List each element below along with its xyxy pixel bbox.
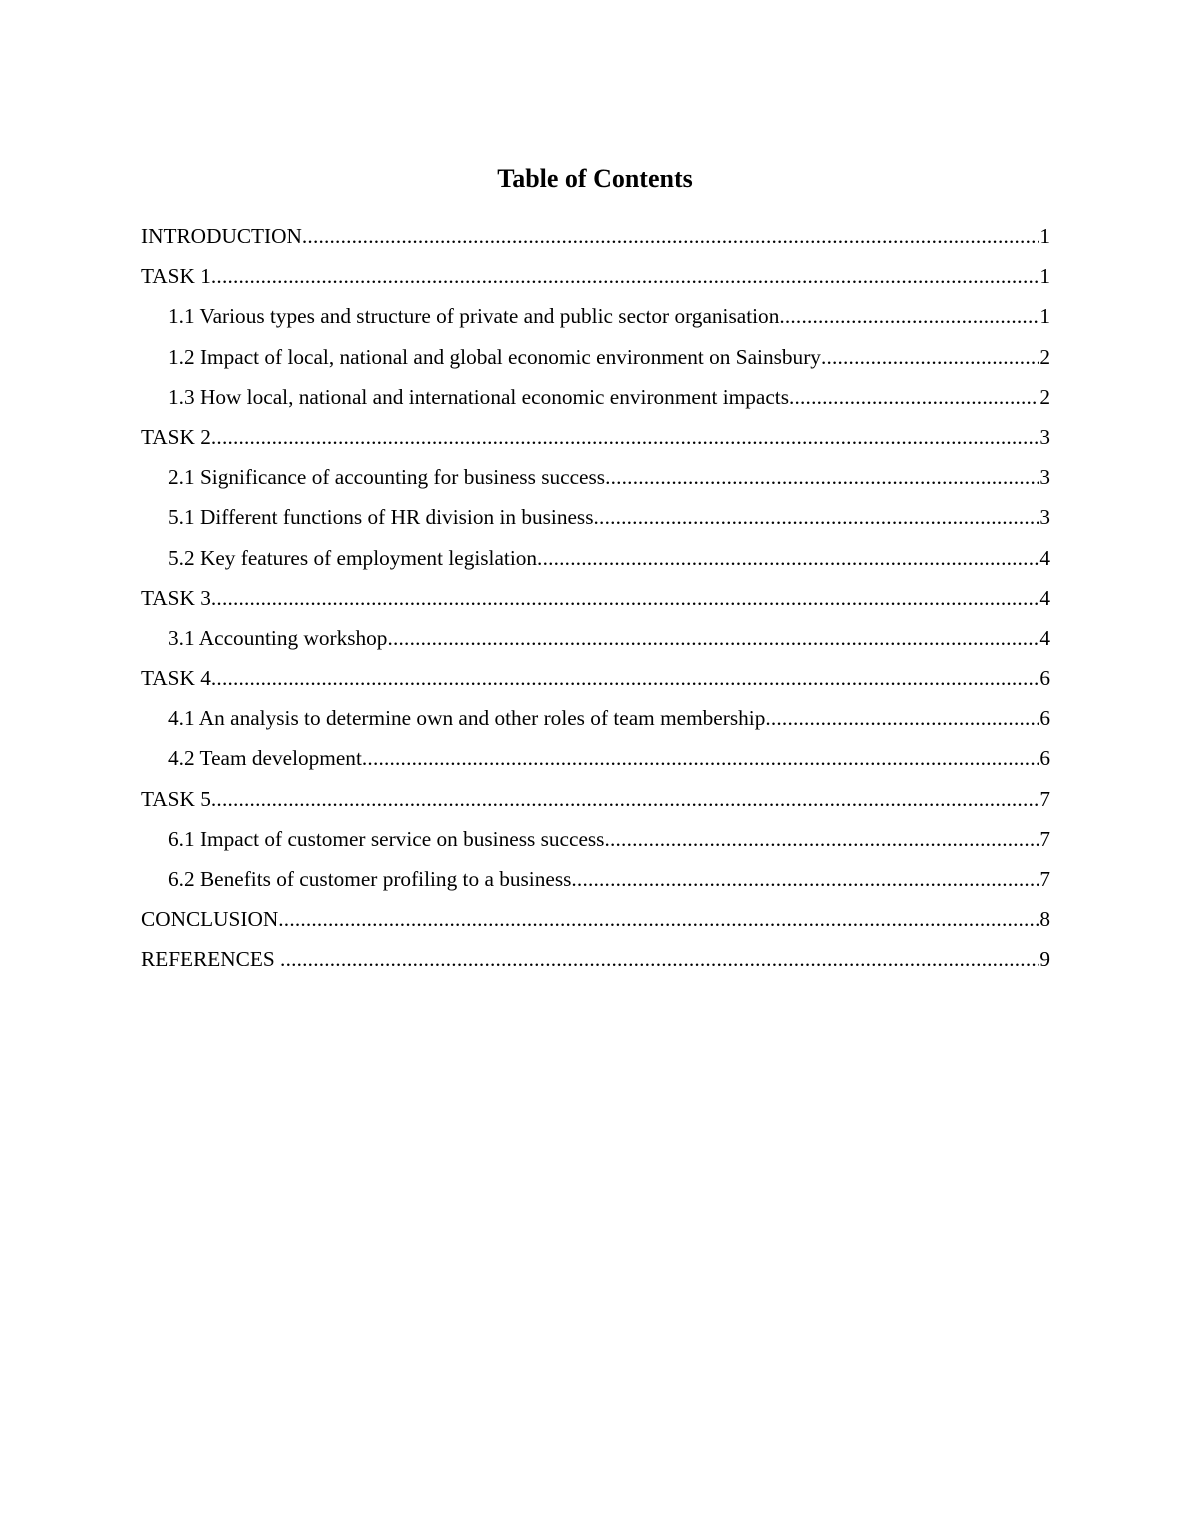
toc-dot-leader <box>821 341 1039 373</box>
toc-entry-task-4[interactable] <box>141 662 1050 702</box>
toc-dot-leader <box>362 742 1039 774</box>
toc-page-number: 6 <box>1039 706 1050 731</box>
toc-page-number: 8 <box>1039 907 1050 932</box>
toc-entry-introduction[interactable] <box>141 220 1050 260</box>
toc-dot-leader <box>571 863 1039 895</box>
toc-dot-leader <box>280 943 1039 975</box>
toc-page-number: 9 <box>1039 947 1050 972</box>
toc-page-number: 4 <box>1039 625 1050 650</box>
toc-entry-task-2[interactable] <box>141 421 1050 461</box>
toc-entry-text: 2.1 Significance of accounting for business success <box>168 465 606 490</box>
toc-dot-leader <box>211 260 1039 292</box>
toc-entry-text: 3.1 Accounting workshop <box>168 625 388 650</box>
toc-entry-text: TASK 5 <box>141 786 211 811</box>
toc-entry-text: INTRODUCTION <box>141 224 302 248</box>
toc-entry-text: 4.1 An analysis to determine own and other roles of team membership <box>168 706 766 731</box>
toc-page-number: 2 <box>1039 384 1050 409</box>
toc-dot-leader <box>211 783 1039 815</box>
toc-entry-task-3[interactable] <box>141 582 1050 622</box>
toc-entry-text: 6.1 Impact of customer service on business success <box>168 826 605 851</box>
toc-entry-text: 4.2 Team development <box>168 746 362 771</box>
toc-entry-text: 1.2 Impact of local, national and global economic environment on Sainsbury <box>168 344 821 369</box>
toc-dot-leader <box>211 662 1039 694</box>
toc-page-number: 7 <box>1039 786 1050 811</box>
toc-dot-leader <box>789 381 1039 413</box>
toc-entry-6-1[interactable] <box>141 823 1050 863</box>
toc-entry-1-3[interactable] <box>141 381 1050 421</box>
toc-dot-leader <box>302 220 1039 252</box>
toc-title: Table of Contents <box>497 164 693 193</box>
toc-entry-text: TASK 1 <box>141 264 211 289</box>
toc-dot-leader <box>605 461 1039 493</box>
toc-entry-4-1[interactable] <box>141 702 1050 742</box>
toc-entry-text: REFERENCES <box>141 947 281 972</box>
toc-dot-leader <box>779 300 1039 332</box>
toc-entry-text: TASK 3 <box>141 585 211 610</box>
toc-page-number: 4 <box>1039 585 1050 610</box>
toc-entry-text: 6.2 Benefits of customer profiling to a business <box>168 867 572 891</box>
toc-dot-leader <box>594 501 1040 533</box>
toc-page-number: 1 <box>1039 224 1050 248</box>
toc-dot-leader <box>604 823 1039 855</box>
toc-entry-text: CONCLUSION <box>141 907 279 932</box>
toc-dot-leader <box>537 542 1039 574</box>
toc-entry-1-2[interactable] <box>141 341 1050 381</box>
toc-page-number: 3 <box>1039 424 1050 449</box>
toc-list <box>141 220 1050 984</box>
toc-entry-task-5[interactable] <box>141 783 1050 823</box>
toc-entry-text: 1.3 How local, national and international economic environment impacts <box>168 384 789 409</box>
toc-entry-text: TASK 2 <box>141 424 211 449</box>
toc-entry-3-1[interactable] <box>141 622 1050 662</box>
toc-entry-2-1[interactable] <box>141 461 1050 501</box>
toc-dot-leader <box>211 582 1039 614</box>
toc-dot-leader <box>278 903 1039 935</box>
toc-entry-5-2[interactable] <box>141 542 1050 582</box>
toc-dot-leader <box>765 702 1039 734</box>
toc-page-number: 1 <box>1039 304 1050 329</box>
toc-page-number: 6 <box>1039 666 1050 691</box>
toc-entry-5-1[interactable] <box>141 501 1050 541</box>
toc-entry-text: 1.1 Various types and structure of private and public sector organisation <box>168 304 780 329</box>
toc-entry-text: 5.2 Key features of employment legislation <box>168 545 538 570</box>
toc-page-number: 4 <box>1039 545 1050 570</box>
toc-page-number: 7 <box>1039 867 1050 891</box>
toc-entry-6-2[interactable] <box>141 863 1050 903</box>
toc-page-number: 1 <box>1039 264 1050 289</box>
toc-page-number: 2 <box>1039 344 1050 369</box>
toc-entry-conclusion[interactable] <box>141 903 1050 943</box>
toc-dot-leader <box>211 421 1039 453</box>
toc-entry-references[interactable] <box>141 943 1050 983</box>
toc-entry-text: TASK 4 <box>141 666 211 691</box>
toc-page-number: 3 <box>1039 465 1050 490</box>
toc-page-number: 7 <box>1039 826 1050 851</box>
toc-entry-4-2[interactable] <box>141 742 1050 782</box>
toc-page-number: 3 <box>1039 505 1050 530</box>
toc-entry-task-1[interactable] <box>141 260 1050 300</box>
toc-dot-leader <box>387 622 1039 654</box>
toc-entry-text: 5.1 Different functions of HR division in business <box>168 505 594 530</box>
toc-entry-1-1[interactable] <box>141 300 1050 340</box>
toc-page-number: 6 <box>1039 746 1050 771</box>
